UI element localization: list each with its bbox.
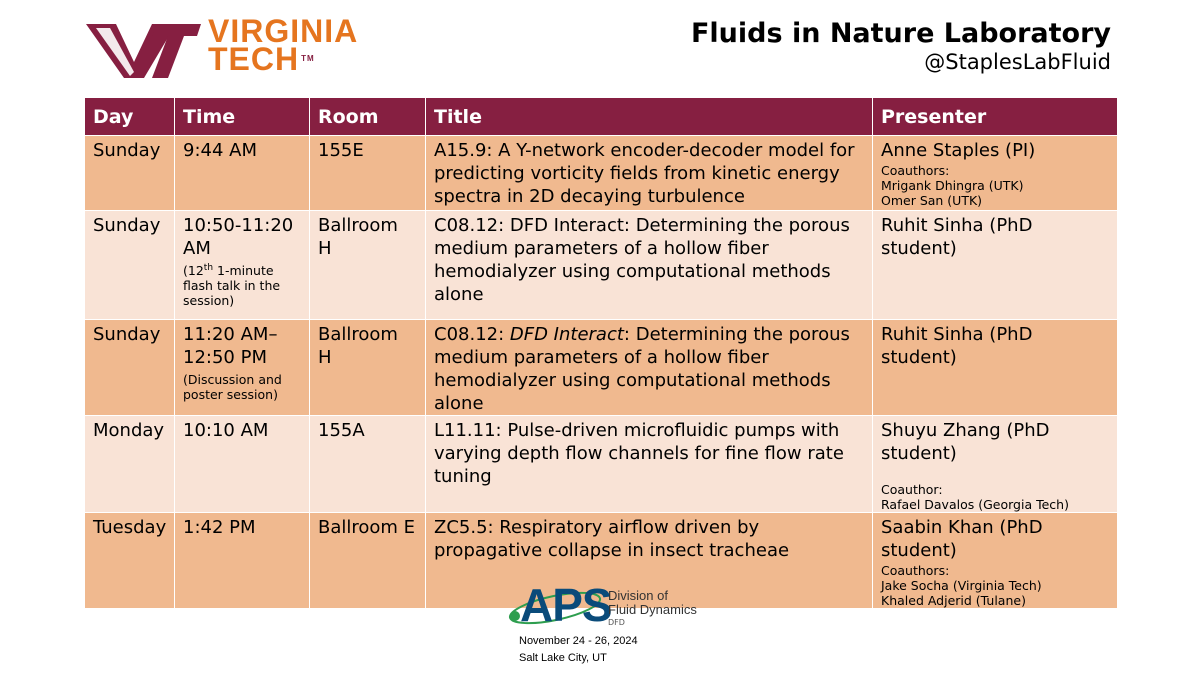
meeting-dates: November 24 - 26, 2024: [519, 635, 638, 647]
cell-presenter: [873, 211, 1118, 320]
cell-presenter: [873, 136, 1118, 211]
cell-day: Sunday: [85, 320, 175, 416]
cell-title: C08.12: DFD Interact: Determining the porous medium parameters of a hollow fiber hemodialyzer using computational methods alone: [426, 211, 873, 320]
coauthor-name: Omer San (UTK): [881, 193, 983, 208]
column-header-time: Time: [175, 98, 310, 136]
presenter-name: Saabin Khan (PhD student): [881, 517, 1043, 561]
time-note: (Discussion and poster session): [183, 372, 282, 402]
cell-time: [175, 320, 310, 416]
lab-title: Fluids in Nature Laboratory: [690, 18, 1111, 49]
meeting-location: Salt Lake City, UT: [519, 652, 607, 664]
cell-day: Sunday: [85, 136, 175, 211]
cell-time: 1:42 PM: [175, 513, 310, 609]
cell-room: 155A: [310, 416, 426, 513]
aps-dfd-abbrev: DFD: [608, 618, 625, 627]
presenter-name: Anne Staples (PI): [881, 140, 1036, 161]
title-italic: DFD Interact: [509, 324, 624, 345]
table-row: [85, 211, 1118, 320]
time-note-part: 1-minute flash talk in the session): [183, 263, 281, 308]
table-row: [85, 136, 1118, 211]
lab-handle: @StaplesLabFluid: [924, 50, 1111, 74]
table-row: [85, 416, 1118, 513]
time-note-part: (12: [183, 263, 204, 278]
cell-title: [426, 320, 873, 416]
column-header-presenter: Presenter: [873, 98, 1118, 136]
cell-room: Ballroom E: [310, 513, 426, 609]
cell-time: 10:10 AM: [175, 416, 310, 513]
vt-wordmark-line1: VIRGINIA: [208, 13, 359, 49]
coauthor-label: Coauthors:: [881, 563, 950, 578]
coauthor-name: Jake Socha (Virginia Tech): [881, 578, 1042, 593]
aps-division-line2: Fluid Dynamics: [608, 602, 697, 617]
title-rest: : Determining the porous medium parameters of a hollow fiber hemodialyzer using computational methods alone: [434, 324, 850, 414]
time-value: 11:20 AM– 12:50 PM: [183, 324, 278, 368]
time-note-superscript: th: [203, 262, 214, 273]
time-value: 10:50-11:20 AM: [183, 215, 294, 259]
column-header-title: Title: [426, 98, 873, 136]
cell-room: 155E: [310, 136, 426, 211]
cell-title: ZC5.5: Respiratory airflow driven by propagative collapse in insect tracheae: [426, 513, 873, 609]
vt-wordmark: [208, 13, 359, 77]
cell-room: Ballroom H: [310, 320, 426, 416]
spacer: [881, 465, 1109, 481]
presenter-name: Shuyu Zhang (PhD student): [881, 420, 1050, 464]
aps-division-name: [608, 589, 697, 617]
cell-room: Ballroom H: [310, 211, 426, 320]
schedule-table: [84, 97, 1118, 609]
time-note: [183, 263, 301, 308]
cell-presenter: [873, 416, 1118, 513]
aps-division-line1: Division of: [608, 588, 668, 603]
coauthor-name: Mrigank Dhingra (UTK): [881, 178, 1024, 193]
cell-time: [175, 211, 310, 320]
cell-time: 9:44 AM: [175, 136, 310, 211]
cell-title: A15.9: A Y-network encoder-decoder model for predicting vorticity fields from kinetic energy spectra in 2D decaying turbulence: [426, 136, 873, 211]
aps-wordmark: APS: [520, 579, 612, 631]
cell-day: Monday: [85, 416, 175, 513]
cell-title: L11.11: Pulse-driven microfluidic pumps with varying depth flow channels for fine flow rate tuning: [426, 416, 873, 513]
column-header-room: Room: [310, 98, 426, 136]
coauthor-label: Coauthor:: [881, 482, 943, 497]
presenter-name: Ruhit Sinha (PhD student): [881, 324, 1033, 368]
column-header-day: Day: [85, 98, 175, 136]
vt-wordmark-line2: [208, 41, 358, 77]
coauthor-name: Khaled Adjerid (Tulane): [881, 593, 1026, 608]
cell-presenter: [873, 513, 1118, 609]
table-row: [85, 320, 1118, 416]
coauthor-name: Rafael Davalos (Georgia Tech): [881, 497, 1069, 512]
cell-day: Tuesday: [85, 513, 175, 609]
cell-presenter: [873, 320, 1118, 416]
cell-day: Sunday: [85, 211, 175, 320]
trademark-mark: TM: [301, 54, 315, 63]
title-prefix: C08.12:: [434, 324, 510, 345]
coauthor-label: Coauthors:: [881, 163, 950, 178]
presenter-name: Ruhit Sinha (PhD student): [881, 215, 1033, 259]
table-header-row: [85, 98, 1118, 136]
vt-wordmark-tech: TECH: [208, 41, 300, 77]
